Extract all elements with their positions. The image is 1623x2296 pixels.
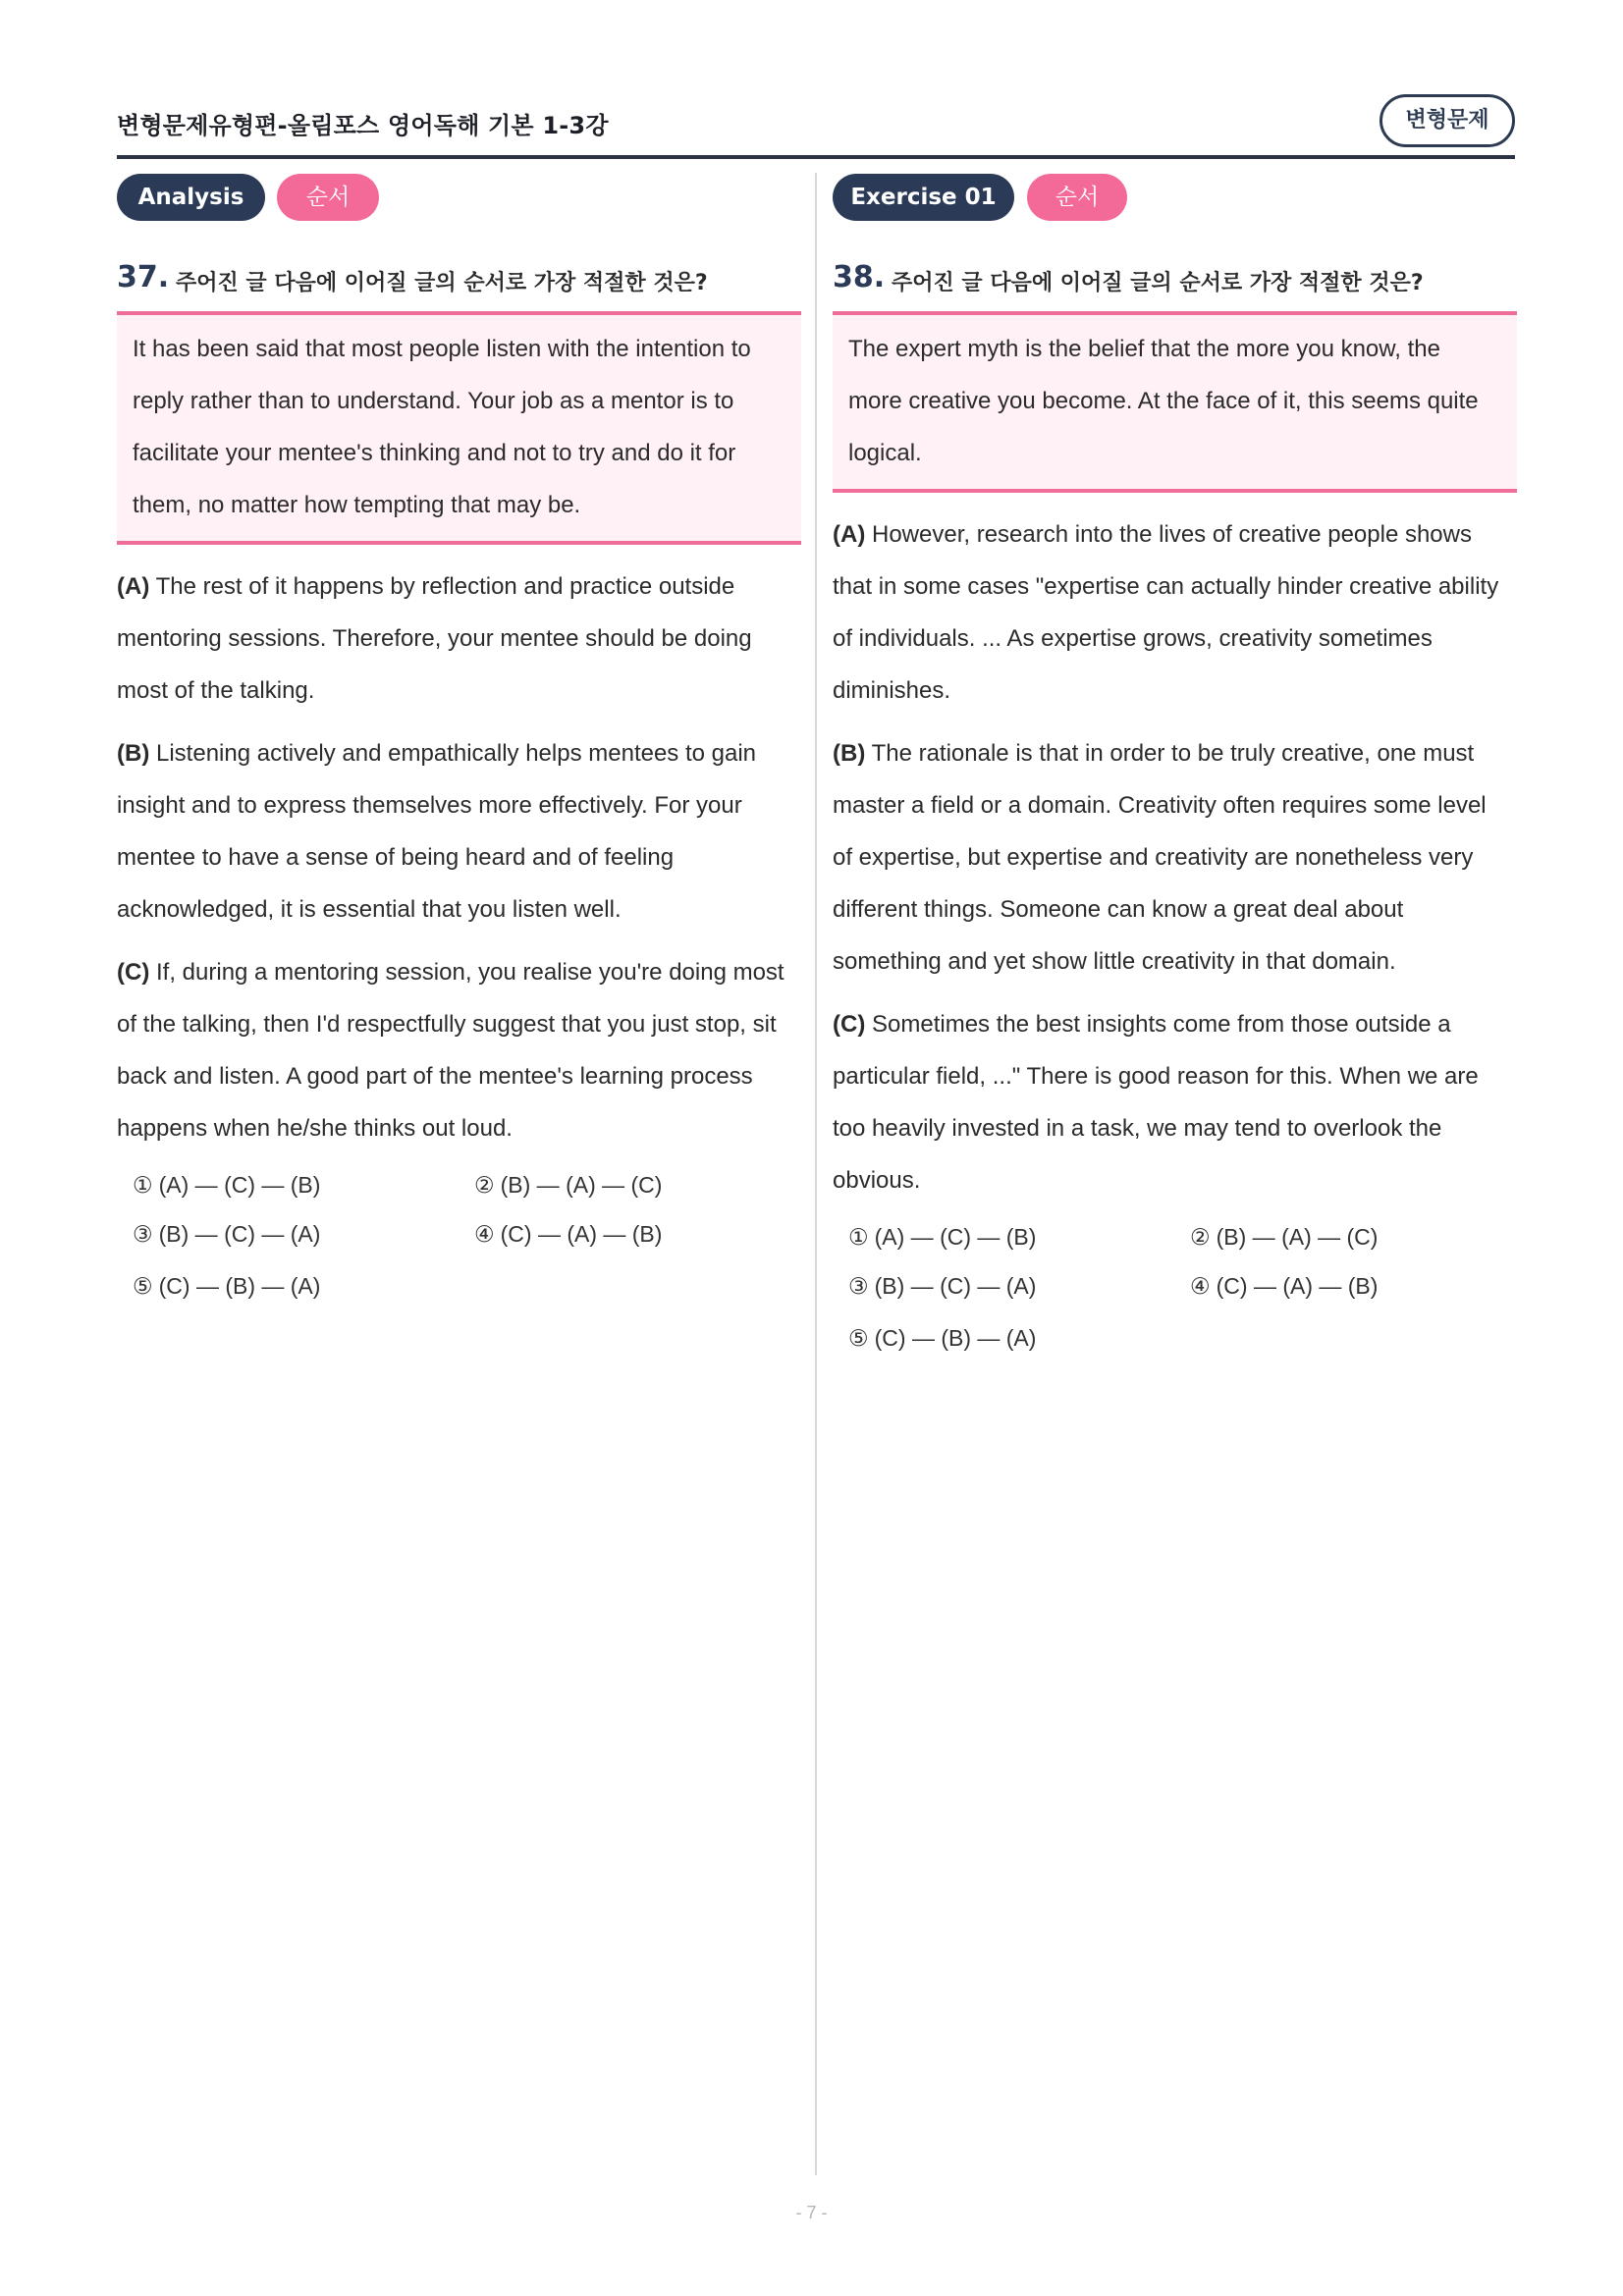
paragraph-label: (C): [833, 1011, 866, 1038]
choice-number: ①: [133, 1172, 153, 1198]
right-tags: [833, 174, 1517, 223]
paragraph-b: [833, 727, 1517, 988]
choice-text: (C) — (A) — (B): [500, 1221, 663, 1247]
choice-2[interactable]: [474, 1172, 662, 1199]
given-line: It has been said that most people listen with the intention to: [133, 336, 751, 362]
paragraph-c: [833, 998, 1517, 1206]
answer-choices: [848, 1224, 1517, 1352]
choice-4[interactable]: [474, 1221, 662, 1248]
paragraph-line: too heavily invested in a task, we may tend to overlook the: [833, 1115, 1442, 1142]
choice-3[interactable]: [848, 1273, 1036, 1300]
exercise-tag: Exercise 01: [833, 174, 1014, 221]
paragraph-line: The rest of it happens by reflection and practice outside: [155, 573, 735, 600]
paragraph-label: (A): [833, 521, 866, 548]
left-tags: [117, 174, 801, 223]
paragraph-line: of individuals. ... As expertise grows, creativity sometimes: [833, 625, 1433, 652]
paragraph-line: Sometimes the best insights come from those outside a: [872, 1011, 1451, 1038]
paragraph-line: something and yet show little creativity in that domain.: [833, 948, 1396, 975]
paragraph-line: The rationale is that in order to be truly creative, one must: [871, 740, 1475, 767]
paragraph-line: of the talking, then I'd respectfully suggest that you just stop, sit: [117, 1011, 777, 1038]
paragraph-line: master a field or a domain. Creativity often requires some level: [833, 792, 1487, 819]
given-line: logical.: [848, 440, 922, 466]
paragraph-line: insight and to express themselves more effectively. For your: [117, 792, 742, 819]
question-prompt: 주어진 글 다음에 이어질 글의 순서로 가장 적절한 것은?: [176, 271, 708, 295]
given-passage: [833, 315, 1517, 493]
paragraph-line: obvious.: [833, 1167, 921, 1194]
choice-5[interactable]: [848, 1325, 1036, 1352]
choice-number: ④: [1190, 1273, 1211, 1299]
question-number: 38.: [833, 260, 886, 294]
question-header: [117, 260, 801, 315]
paragraph-line: mentoring sessions. Therefore, your mentee should be doing: [117, 625, 752, 652]
paragraph-line: different things. Someone can know a great deal about: [833, 896, 1404, 923]
answer-choices: [133, 1172, 801, 1300]
paragraph-label: (B): [117, 740, 150, 767]
choice-number: ③: [133, 1221, 153, 1247]
given-line: facilitate your mentee's thinking and not to try and do it for: [133, 440, 736, 466]
choice-text: (B) — (A) — (C): [500, 1172, 663, 1198]
right-column: [833, 174, 1517, 1352]
paragraph-line: If, during a mentoring session, you realise you're doing most: [156, 959, 784, 986]
choice-number: ④: [474, 1221, 495, 1247]
paragraph-line: diminishes.: [833, 677, 951, 704]
paragraph-b: [117, 727, 801, 935]
given-passage: [117, 315, 801, 545]
choice-number: ②: [474, 1172, 495, 1198]
choice-text: (A) — (C) — (B): [158, 1172, 321, 1198]
choice-text: (B) — (C) — (A): [874, 1273, 1037, 1299]
header-title: 변형문제유형편-올림포스 영어독해 기본 1-3강: [117, 112, 609, 139]
left-column: [117, 174, 801, 1300]
paragraph-line: Listening actively and empathically helps mentees to gain: [156, 740, 757, 767]
paragraph-line: However, research into the lives of creative people shows: [872, 521, 1472, 548]
paragraph-line: that in some cases "expertise can actually hinder creative ability: [833, 573, 1499, 600]
order-tag: 순서: [277, 174, 379, 221]
paragraph-line: mentee to have a sense of being heard and of feeling: [117, 844, 675, 871]
order-tag: 순서: [1027, 174, 1127, 221]
choice-number: ①: [848, 1224, 869, 1250]
choice-4[interactable]: [1190, 1273, 1378, 1300]
question-prompt: 주어진 글 다음에 이어질 글의 순서로 가장 적절한 것은?: [892, 271, 1424, 295]
given-line: them, no matter how tempting that may be.: [133, 492, 581, 518]
paragraph-line: of expertise, but expertise and creativity are nonetheless very: [833, 844, 1474, 871]
page-number: - 7 -: [795, 2203, 828, 2222]
paragraph-line: acknowledged, it is essential that you listen well.: [117, 896, 622, 923]
choice-number: ②: [1190, 1224, 1211, 1250]
choice-text: (C) — (A) — (B): [1216, 1273, 1379, 1299]
choice-3[interactable]: [133, 1221, 320, 1248]
choice-number: ⑤: [133, 1273, 153, 1299]
paragraph-label: (B): [833, 740, 866, 767]
paragraph-line: most of the talking.: [117, 677, 315, 704]
header-badge: 변형문제: [1380, 94, 1515, 147]
choice-5[interactable]: [133, 1273, 320, 1300]
page-header: [117, 94, 1515, 159]
given-line: more creative you become. At the face of it, this seems quite: [848, 388, 1479, 414]
paragraph-label: (C): [117, 959, 150, 986]
given-line: The expert myth is the belief that the more you know, the: [848, 336, 1440, 362]
choice-2[interactable]: [1190, 1224, 1378, 1251]
paragraph-label: (A): [117, 573, 150, 600]
given-line: reply rather than to understand. Your job as a mentor is to: [133, 388, 734, 414]
paragraph-line: happens when he/she thinks out loud.: [117, 1115, 513, 1142]
question-number: 37.: [117, 260, 170, 294]
paragraph-a: [833, 508, 1517, 717]
paragraph-c: [117, 946, 801, 1154]
choice-1[interactable]: [848, 1224, 1036, 1251]
analysis-tag: Analysis: [117, 174, 265, 221]
choice-text: (C) — (B) — (A): [158, 1273, 321, 1299]
column-divider: [815, 173, 817, 2175]
choice-number: ③: [848, 1273, 869, 1299]
question-header: [833, 260, 1517, 315]
choice-text: (C) — (B) — (A): [874, 1325, 1037, 1351]
choice-text: (A) — (C) — (B): [874, 1224, 1037, 1250]
choice-text: (B) — (C) — (A): [158, 1221, 321, 1247]
choice-number: ⑤: [848, 1325, 869, 1351]
paragraph-a: [117, 561, 801, 717]
choice-text: (B) — (A) — (C): [1216, 1224, 1379, 1250]
choice-1[interactable]: [133, 1172, 320, 1199]
paragraph-line: back and listen. A good part of the mentee's learning process: [117, 1063, 753, 1090]
paragraph-line: particular field, ..." There is good reason for this. When we are: [833, 1063, 1479, 1090]
